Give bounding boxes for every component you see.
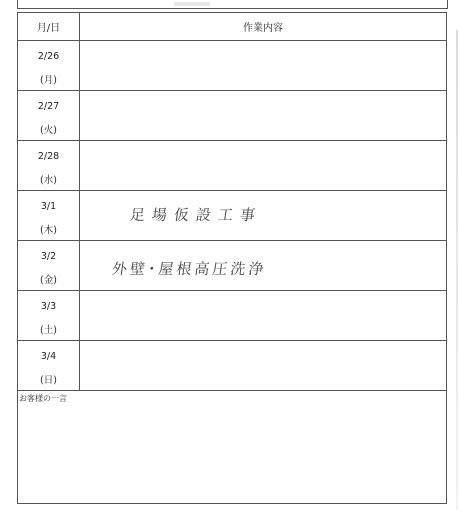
table-row xyxy=(18,341,447,391)
date-label: 2/28 xyxy=(37,151,60,162)
date-label: 3/4 xyxy=(40,351,57,362)
date-cell xyxy=(18,141,80,191)
work-cell xyxy=(80,191,447,241)
date-cell xyxy=(18,241,80,291)
customer-comment-row xyxy=(18,391,447,504)
date-cell xyxy=(18,291,80,341)
weekday-label: (水) xyxy=(40,175,57,186)
work-cell xyxy=(80,91,447,141)
date-label: 3/3 xyxy=(40,301,57,312)
customer-comment-label: お客様の一言 xyxy=(19,394,67,403)
weekday-label: (土) xyxy=(40,325,57,336)
date-label: 2/26 xyxy=(37,51,60,62)
handwritten-work-text: 足場仮設工事 xyxy=(128,206,264,224)
weekday-label: (金) xyxy=(40,275,57,286)
date-cell xyxy=(18,91,80,141)
weekday-label: (火) xyxy=(40,125,57,136)
page-edge-shadow xyxy=(456,30,458,510)
date-cell xyxy=(18,191,80,241)
table-row xyxy=(18,91,447,141)
date-label: 3/1 xyxy=(40,201,57,212)
work-cell xyxy=(80,41,447,91)
header-box-remnant xyxy=(17,0,448,9)
date-label: 3/2 xyxy=(40,251,57,262)
date-cell xyxy=(18,341,80,391)
table-row xyxy=(18,241,447,291)
work-schedule-table xyxy=(17,12,447,504)
date-cell xyxy=(18,41,80,91)
work-cell xyxy=(80,341,447,391)
table-row xyxy=(18,41,447,91)
customer-comment-box xyxy=(18,391,447,504)
weekday-label: (日) xyxy=(40,375,57,386)
table-row xyxy=(18,291,447,341)
date-label: 2/27 xyxy=(37,101,60,112)
header-mark xyxy=(174,2,210,6)
work-column-header: 作業内容 xyxy=(80,13,447,41)
weekday-label: (月) xyxy=(40,75,57,86)
work-cell xyxy=(80,241,447,291)
table-row xyxy=(18,191,447,241)
work-cell xyxy=(80,141,447,191)
handwritten-work-text: 外壁･屋根高圧洗浄 xyxy=(110,260,268,278)
date-column-header: 月/日 xyxy=(18,13,80,41)
table-row xyxy=(18,141,447,191)
weekday-label: (木) xyxy=(40,225,57,236)
work-cell xyxy=(80,291,447,341)
table-header-row xyxy=(18,13,447,41)
